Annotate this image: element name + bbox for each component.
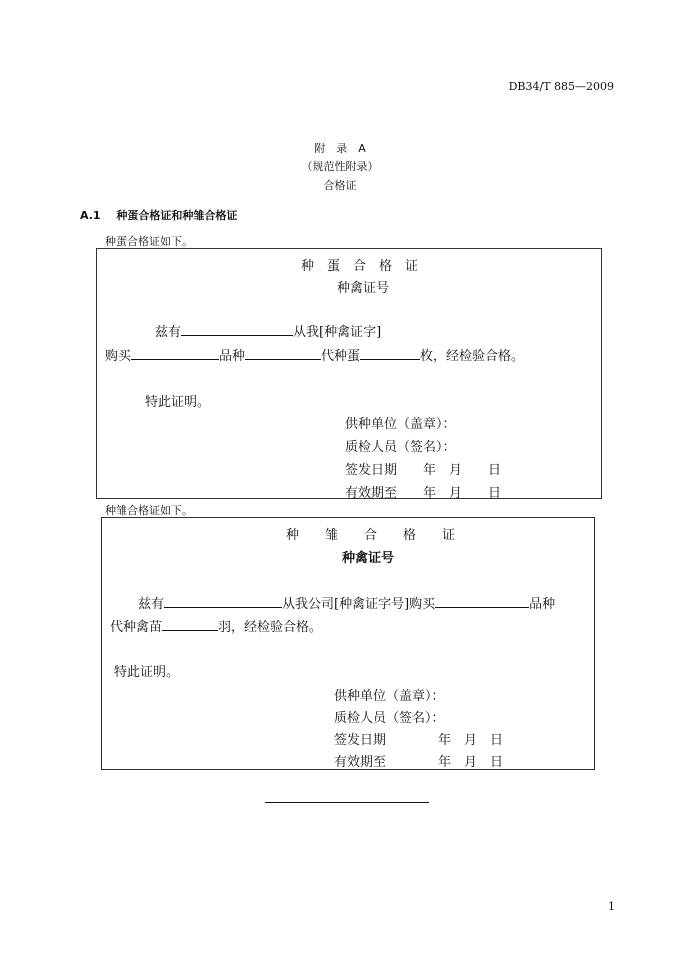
- egg-buyer-blank: [181, 324, 293, 336]
- chick-line1-part1: 兹有: [138, 597, 165, 612]
- appendix-subtitle: （规范性附录）: [301, 160, 379, 173]
- end-rule: [265, 802, 429, 803]
- chick-line2-part1: 代种禽苗: [110, 620, 163, 635]
- chick-cert-inspector: 质检人员（签名）：: [334, 711, 445, 726]
- section-number: A.1: [80, 209, 101, 222]
- section-title: 种蛋合格证和种雏合格证: [116, 209, 238, 222]
- egg-cert-title: 种 蛋 合 格 证: [301, 259, 419, 274]
- chick-line2-part2: 羽，经检验合格。: [218, 620, 323, 635]
- egg-line2-part3: 代种蛋: [321, 349, 361, 364]
- egg-count-blank: [360, 348, 420, 360]
- chick-cert-subtitle: 种禽证号: [342, 551, 395, 566]
- egg-line1-prefix: 兹有: [155, 325, 182, 340]
- appendix-name: 合格证: [323, 179, 357, 192]
- chick-cert-intro: 种雏合格证如下。: [105, 504, 193, 517]
- chick-line1-part3: 品种: [529, 597, 556, 612]
- chick-cert-supplier: 供种单位（盖章）：: [334, 689, 445, 704]
- egg-purchase-blank: [131, 348, 219, 360]
- standard-code: DB34/T 885—2009: [508, 80, 614, 93]
- page-number: 1: [608, 900, 615, 913]
- egg-line1-suffix: 从我[种禽证字]: [293, 325, 382, 340]
- egg-cert-intro: 种蛋合格证如下。: [105, 235, 193, 248]
- chick-cert-title: 种 雏 合 格 证: [286, 528, 456, 543]
- section-heading: [80, 207, 237, 223]
- chick-cert-issue-date: 签发日期 年 月 日: [334, 733, 504, 748]
- chick-breed-blank: [435, 596, 529, 608]
- egg-line2-part2: 品种: [219, 349, 246, 364]
- chick-cert-valid-until: 有效期至 年 月 日: [334, 755, 504, 770]
- chick-buyer-blank: [164, 596, 282, 608]
- chick-line1-part2: 从我公司[种禽证字号]购买: [282, 597, 436, 612]
- appendix-title: 附 录 A: [314, 142, 366, 155]
- egg-cert-line2: [105, 345, 524, 364]
- egg-breed-blank: [245, 348, 321, 360]
- egg-cert-subtitle: 种禽证号: [337, 281, 390, 296]
- egg-line2-part4: 枚，经检验合格。: [420, 349, 525, 364]
- egg-certificate: [96, 248, 602, 499]
- egg-cert-certify: 特此证明。: [145, 395, 211, 410]
- egg-cert-supplier: 供种单位（盖章）：: [345, 417, 456, 432]
- chick-count-blank: [162, 619, 218, 631]
- chick-cert-line1: [138, 593, 555, 612]
- egg-line2-part1: 购买: [105, 349, 132, 364]
- chick-certificate: [101, 517, 595, 770]
- egg-cert-valid-until: 有效期至 年 月 日: [345, 486, 502, 501]
- egg-cert-inspector: 质检人员（签名）：: [345, 440, 456, 455]
- chick-cert-line2: [110, 616, 322, 635]
- chick-cert-certify: 特此证明。: [114, 665, 180, 680]
- egg-cert-line1: [155, 321, 381, 340]
- egg-cert-issue-date: 签发日期 年 月 日: [345, 463, 502, 478]
